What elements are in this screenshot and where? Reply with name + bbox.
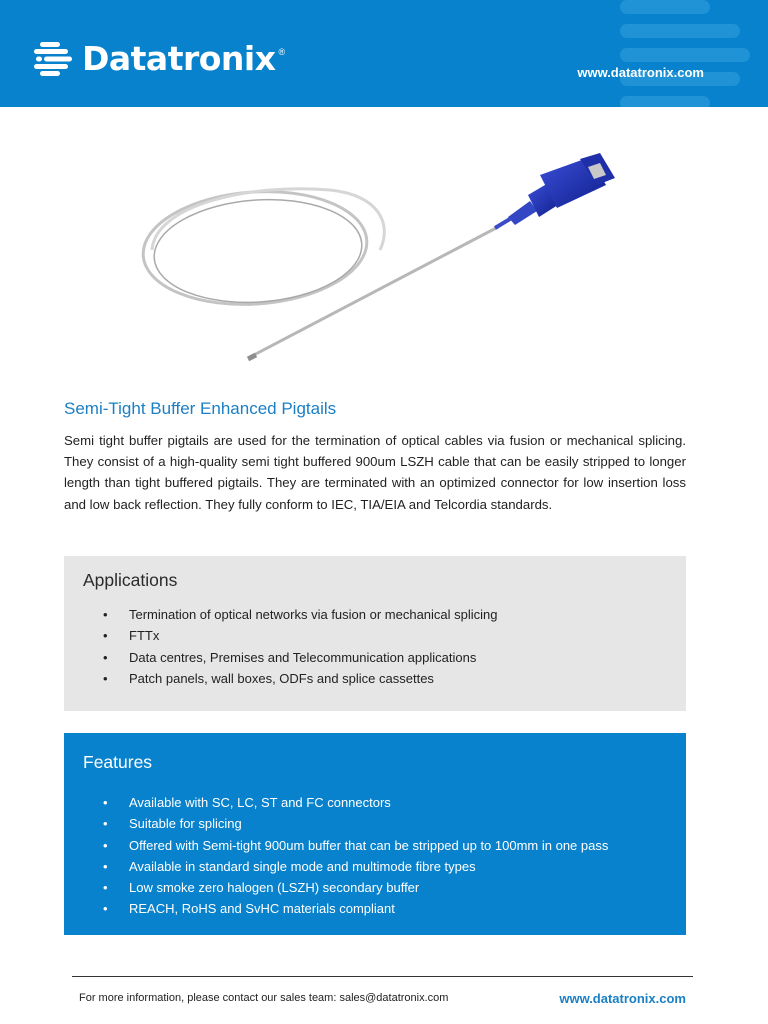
header-website-link[interactable]: www.datatronix.com (577, 65, 704, 80)
brand-name: Datatronix (82, 39, 276, 78)
list-item: • Low smoke zero halogen (LSZH) secondary buffer (103, 877, 608, 898)
applications-heading: Applications (83, 570, 178, 590)
list-item: • Termination of optical networks via fusion or mechanical splicing (103, 604, 498, 625)
footer-divider (72, 976, 693, 977)
list-item: • Data centres, Premises and Telecommunication applications (103, 647, 498, 668)
registered-mark: ® (278, 47, 286, 57)
list-item: • FTTx (103, 625, 498, 646)
applications-panel (64, 556, 686, 711)
datatronix-d-logo-icon (34, 40, 78, 78)
footer-contact-text[interactable]: For more information, please contact our sales team: sales@datatronix.com (79, 992, 449, 1004)
decorative-logo-watermark-icon (600, 0, 768, 107)
list-item: • Offered with Semi-tight 900um buffer that can be stripped up to 100mm in one pass (103, 835, 608, 856)
list-item: • Suitable for splicing (103, 813, 608, 834)
product-description: Semi tight buffer pigtails are used for the termination of optical cables via fusion or mechanical splicing. They consist of a high-quality semi tight buffered 900um LSZH cable that can be easily stripped to longer length than tight buffered pigtails. They are terminated with an optimized connector for low insertion loss and low back reflection. They fully conform to IEC, TIA/EIA and Telcordia standards. (64, 433, 686, 512)
fibre-optic-pigtail-sc-connector-image (130, 145, 630, 380)
list-item: • REACH, RoHS and SvHC materials compliant (103, 898, 608, 919)
list-item: • Available with SC, LC, ST and FC connectors (103, 792, 608, 813)
list-item: • Patch panels, wall boxes, ODFs and splice cassettes (103, 668, 498, 689)
page-header (0, 0, 768, 107)
brand-logo[interactable] (34, 40, 285, 78)
product-title: Semi-Tight Buffer Enhanced Pigtails (64, 399, 337, 418)
features-list (103, 792, 608, 920)
features-heading: Features (83, 752, 153, 772)
applications-list (103, 604, 498, 689)
footer-website-link[interactable]: www.datatronix.com (559, 991, 686, 1006)
features-panel (64, 733, 686, 935)
list-item: • Available in standard single mode and multimode fibre types (103, 856, 608, 877)
